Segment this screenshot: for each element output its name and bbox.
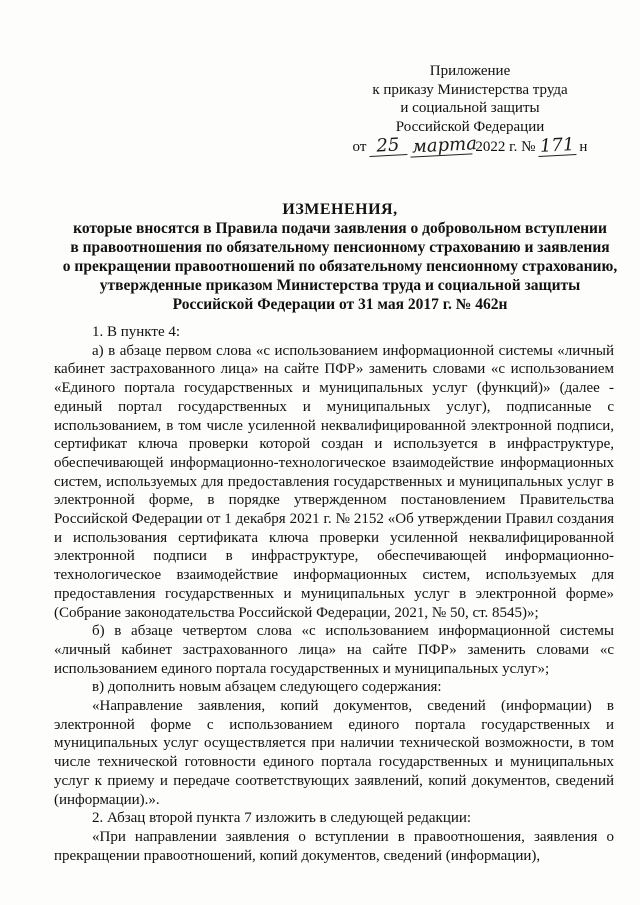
appendix-line-3: и социальной защиты bbox=[400, 100, 540, 116]
paragraph: 2. Абзац второй пункта 7 изложить в следующей редакции: bbox=[92, 810, 472, 827]
order-date-line bbox=[340, 133, 600, 158]
order-suffix: н bbox=[579, 138, 588, 155]
title-line-2: в правоотношения по обязательному пенсионному страхованию и заявления bbox=[70, 239, 610, 256]
date-prefix: от bbox=[352, 138, 367, 155]
paragraph: б) в абзаце четвертом слова «с использованием информационной системы «личный кабинет застрахованного лица» на сайте ПФР» заменить словами «с использованием единого портала государственных и муниципальных услуг»; bbox=[54, 623, 614, 677]
paragraph: «При направлении заявления о вступлении в правоотношения, заявления о прекращении правоотношений, копий документов, сведений (информации), bbox=[54, 828, 614, 864]
title-line-5: Российской Федерации от 31 мая 2017 г. № 462н bbox=[172, 296, 508, 313]
appendix-line-2: к приказу Министерства труда bbox=[372, 81, 568, 98]
appendix-block bbox=[340, 62, 600, 156]
title-line-4: утвержденные приказом Министерства труда и социальной защиты bbox=[99, 277, 581, 294]
handwritten-day: 25 bbox=[369, 136, 408, 157]
paragraph: 1. В пункте 4: bbox=[92, 324, 181, 340]
date-year: 2022 г. № bbox=[475, 138, 536, 155]
paragraph: «Направление заявления, копий документов, сведений (информации) в электронной форме с использованием единого портала государственных и муниципальных услуг осуществляется при наличии технической возможности, в том числе технической готовности единого портала государственных и муниципальных услуг к приему и передаче соответствующих заявлений, копий документов, сведений (информации).». bbox=[54, 698, 614, 808]
paragraph: а) в абзаце первом слова «с использованием информационной системы «личный кабинет застрахованного лица» на сайте ПФР» заменить словами «с использованием «Единого портала государственных и муниципальных услуг (функций)» (далее - единый портал государственных и муниципальных услуг), подписанные с использованием, в том числе усиленной неквалифицированной электронной подписи, сертификат ключа проверки которой создан и используется в инфраструктуре, обеспечивающей информационно-технологическое взаимодействие информационных систем, используемых для предоставления государственных и муниципальных услуг в электронной форме, в порядке утвержденном постановлением Правительства Российской Федерации от 1 декабря 2021 г. № 2152 «Об утверждении Правил создания и использования сертификата ключа проверки усиленной неквалифицированной электронной подписи в инфраструктуре, обеспечивающей информационно-технологическое взаимодействие информационных систем, используемых для предоставления государственных и муниципальных услуг в электронной форме» (Собрание законодательства Российской Федерации, 2021, № 50, ст. 8545)»; bbox=[54, 342, 614, 621]
paragraph: в) дополнить новым абзацем следующего содержания: bbox=[92, 679, 442, 696]
document-body bbox=[54, 323, 614, 865]
title-line-1: которые вносятся в Правила подачи заявления о добровольном вступлении bbox=[73, 220, 607, 237]
handwritten-month: марта bbox=[411, 133, 478, 158]
appendix-line-4: Российской Федерации bbox=[395, 118, 545, 135]
title-heading: ИЗМЕНЕНИЯ, bbox=[282, 201, 398, 218]
document-title bbox=[40, 200, 640, 314]
title-line-3: о прекращении правоотношений по обязательному пенсионному страхованию, bbox=[62, 258, 618, 275]
appendix-line-1: Приложение bbox=[429, 63, 511, 79]
handwritten-order-number: 171 bbox=[539, 134, 576, 157]
